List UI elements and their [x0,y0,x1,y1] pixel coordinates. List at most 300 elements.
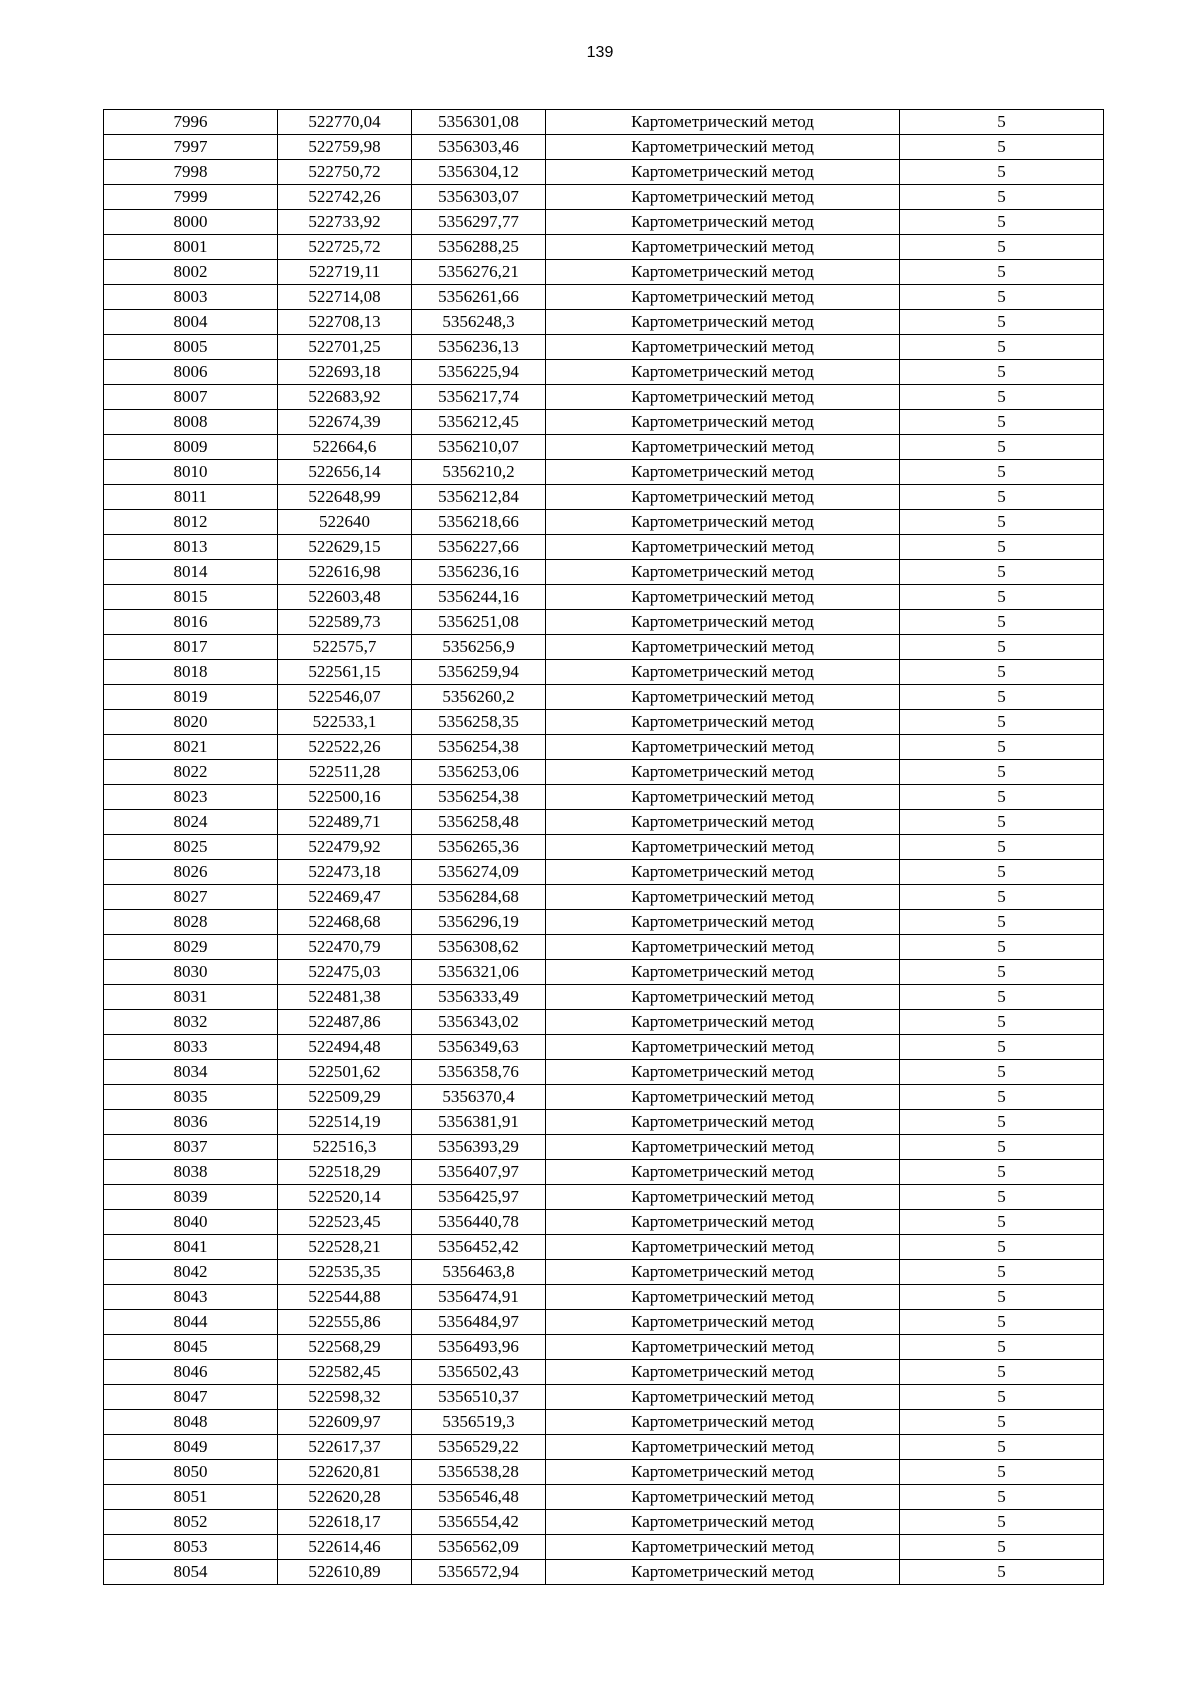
point-number-cell: 8021 [104,735,278,760]
method-cell: Картометрический метод [546,1260,900,1285]
y-coordinate-cell: 5356227,66 [412,535,546,560]
x-coordinate-cell: 522514,19 [278,1110,412,1135]
accuracy-cell: 5 [900,960,1104,985]
method-cell: Картометрический метод [546,435,900,460]
method-cell: Картометрический метод [546,1110,900,1135]
point-number-cell: 8034 [104,1060,278,1085]
accuracy-cell: 5 [900,935,1104,960]
x-coordinate-cell: 522620,81 [278,1460,412,1485]
y-coordinate-cell: 5356212,45 [412,410,546,435]
y-coordinate-cell: 5356381,91 [412,1110,546,1135]
accuracy-cell: 5 [900,885,1104,910]
point-number-cell: 8013 [104,535,278,560]
table-row [104,1410,1104,1435]
accuracy-cell: 5 [900,1235,1104,1260]
y-coordinate-cell: 5356301,08 [412,110,546,135]
accuracy-cell: 5 [900,1335,1104,1360]
y-coordinate-cell: 5356463,8 [412,1260,546,1285]
x-coordinate-cell: 522470,79 [278,935,412,960]
point-number-cell: 8040 [104,1210,278,1235]
method-cell: Картометрический метод [546,1235,900,1260]
x-coordinate-cell: 522522,26 [278,735,412,760]
x-coordinate-cell: 522469,47 [278,885,412,910]
x-coordinate-cell: 522479,92 [278,835,412,860]
accuracy-cell: 5 [900,1210,1104,1235]
accuracy-cell: 5 [900,1435,1104,1460]
x-coordinate-cell: 522535,35 [278,1260,412,1285]
y-coordinate-cell: 5356308,62 [412,935,546,960]
point-number-cell: 8006 [104,360,278,385]
y-coordinate-cell: 5356484,97 [412,1310,546,1335]
y-coordinate-cell: 5356261,66 [412,285,546,310]
method-cell: Картометрический метод [546,235,900,260]
x-coordinate-cell: 522511,28 [278,760,412,785]
method-cell: Картометрический метод [546,985,900,1010]
table-row [104,1435,1104,1460]
x-coordinate-cell: 522598,32 [278,1385,412,1410]
method-cell: Картометрический метод [546,1285,900,1310]
method-cell: Картометрический метод [546,635,900,660]
table-row [104,1360,1104,1385]
method-cell: Картометрический метод [546,1410,900,1435]
method-cell: Картометрический метод [546,885,900,910]
accuracy-cell: 5 [900,1260,1104,1285]
table-row [104,1010,1104,1035]
table-row [104,610,1104,635]
table-row [104,1260,1104,1285]
accuracy-cell: 5 [900,1110,1104,1135]
point-number-cell: 8001 [104,235,278,260]
accuracy-cell: 5 [900,235,1104,260]
point-number-cell: 8018 [104,660,278,685]
point-number-cell: 8039 [104,1185,278,1210]
point-number-cell: 7998 [104,160,278,185]
accuracy-cell: 5 [900,210,1104,235]
table-row [104,1460,1104,1485]
accuracy-cell: 5 [900,810,1104,835]
accuracy-cell: 5 [900,1460,1104,1485]
table-row [104,1185,1104,1210]
y-coordinate-cell: 5356358,76 [412,1060,546,1085]
x-coordinate-cell: 522609,97 [278,1410,412,1435]
x-coordinate-cell: 522494,48 [278,1035,412,1060]
accuracy-cell: 5 [900,910,1104,935]
table-row [104,710,1104,735]
x-coordinate-cell: 522589,73 [278,610,412,635]
method-cell: Картометрический метод [546,1485,900,1510]
y-coordinate-cell: 5356258,35 [412,710,546,735]
table-row [104,160,1104,185]
x-coordinate-cell: 522708,13 [278,310,412,335]
accuracy-cell: 5 [900,185,1104,210]
point-number-cell: 8025 [104,835,278,860]
point-number-cell: 8042 [104,1260,278,1285]
x-coordinate-cell: 522518,29 [278,1160,412,1185]
point-number-cell: 8038 [104,1160,278,1185]
method-cell: Картометрический метод [546,285,900,310]
x-coordinate-cell: 522544,88 [278,1285,412,1310]
method-cell: Картометрический метод [546,210,900,235]
x-coordinate-cell: 522509,29 [278,1085,412,1110]
method-cell: Картометрический метод [546,910,900,935]
table-row [104,1510,1104,1535]
point-number-cell: 8030 [104,960,278,985]
accuracy-cell: 5 [900,360,1104,385]
method-cell: Картометрический метод [546,1360,900,1385]
point-number-cell: 8036 [104,1110,278,1135]
method-cell: Картометрический метод [546,1510,900,1535]
y-coordinate-cell: 5356251,08 [412,610,546,635]
x-coordinate-cell: 522719,11 [278,260,412,285]
method-cell: Картометрический метод [546,735,900,760]
table-row [104,910,1104,935]
accuracy-cell: 5 [900,1360,1104,1385]
accuracy-cell: 5 [900,160,1104,185]
x-coordinate-cell: 522770,04 [278,110,412,135]
y-coordinate-cell: 5356572,94 [412,1560,546,1585]
x-coordinate-cell: 522714,08 [278,285,412,310]
accuracy-cell: 5 [900,1135,1104,1160]
x-coordinate-cell: 522555,86 [278,1310,412,1335]
method-cell: Картометрический метод [546,585,900,610]
method-cell: Картометрический метод [546,135,900,160]
method-cell: Картометрический метод [546,310,900,335]
point-number-cell: 8029 [104,935,278,960]
x-coordinate-cell: 522616,98 [278,560,412,585]
table-row [104,235,1104,260]
table-row [104,460,1104,485]
x-coordinate-cell: 522656,14 [278,460,412,485]
accuracy-cell: 5 [900,435,1104,460]
point-number-cell: 8041 [104,1235,278,1260]
y-coordinate-cell: 5356519,3 [412,1410,546,1435]
accuracy-cell: 5 [900,635,1104,660]
x-coordinate-cell: 522674,39 [278,410,412,435]
method-cell: Картометрический метод [546,1210,900,1235]
x-coordinate-cell: 522610,89 [278,1560,412,1585]
accuracy-cell: 5 [900,485,1104,510]
point-number-cell: 8009 [104,435,278,460]
point-number-cell: 8000 [104,210,278,235]
y-coordinate-cell: 5356254,38 [412,785,546,810]
accuracy-cell: 5 [900,785,1104,810]
x-coordinate-cell: 522693,18 [278,360,412,385]
accuracy-cell: 5 [900,1010,1104,1035]
table-row [104,1560,1104,1585]
y-coordinate-cell: 5356288,25 [412,235,546,260]
method-cell: Картометрический метод [546,610,900,635]
x-coordinate-cell: 522568,29 [278,1335,412,1360]
method-cell: Картометрический метод [546,1385,900,1410]
table-row [104,310,1104,335]
point-number-cell: 7996 [104,110,278,135]
x-coordinate-cell: 522582,45 [278,1360,412,1385]
x-coordinate-cell: 522603,48 [278,585,412,610]
accuracy-cell: 5 [900,135,1104,160]
point-number-cell: 8023 [104,785,278,810]
x-coordinate-cell: 522468,68 [278,910,412,935]
point-number-cell: 8015 [104,585,278,610]
x-coordinate-cell: 522759,98 [278,135,412,160]
accuracy-cell: 5 [900,1035,1104,1060]
method-cell: Картометрический метод [546,1535,900,1560]
method-cell: Картометрический метод [546,810,900,835]
method-cell: Картометрический метод [546,1560,900,1585]
table-row [104,860,1104,885]
table-row [104,1310,1104,1335]
method-cell: Картометрический метод [546,1185,900,1210]
method-cell: Картометрический метод [546,935,900,960]
y-coordinate-cell: 5356217,74 [412,385,546,410]
point-number-cell: 8012 [104,510,278,535]
accuracy-cell: 5 [900,260,1104,285]
table-row [104,1235,1104,1260]
method-cell: Картометрический метод [546,1160,900,1185]
table-row [104,210,1104,235]
y-coordinate-cell: 5356210,2 [412,460,546,485]
point-number-cell: 8027 [104,885,278,910]
method-cell: Картометрический метод [546,1060,900,1085]
table-row [104,660,1104,685]
table-row [104,835,1104,860]
page-number: 139 [586,44,614,61]
table-row [104,585,1104,610]
x-coordinate-cell: 522750,72 [278,160,412,185]
table-row [104,535,1104,560]
table-row [104,260,1104,285]
y-coordinate-cell: 5356493,96 [412,1335,546,1360]
y-coordinate-cell: 5356236,13 [412,335,546,360]
y-coordinate-cell: 5356236,16 [412,560,546,585]
table-row [104,885,1104,910]
method-cell: Картометрический метод [546,860,900,885]
method-cell: Картометрический метод [546,1335,900,1360]
point-number-cell: 8048 [104,1410,278,1435]
method-cell: Картометрический метод [546,110,900,135]
method-cell: Картометрический метод [546,660,900,685]
method-cell: Картометрический метод [546,1035,900,1060]
y-coordinate-cell: 5356440,78 [412,1210,546,1235]
accuracy-cell: 5 [900,560,1104,585]
x-coordinate-cell: 522640 [278,510,412,535]
accuracy-cell: 5 [900,110,1104,135]
table-row [104,1160,1104,1185]
x-coordinate-cell: 522629,15 [278,535,412,560]
y-coordinate-cell: 5356303,46 [412,135,546,160]
accuracy-cell: 5 [900,860,1104,885]
accuracy-cell: 5 [900,1185,1104,1210]
accuracy-cell: 5 [900,710,1104,735]
point-number-cell: 8043 [104,1285,278,1310]
point-number-cell: 8035 [104,1085,278,1110]
table-row [104,635,1104,660]
x-coordinate-cell: 522523,45 [278,1210,412,1235]
y-coordinate-cell: 5356303,07 [412,185,546,210]
table-row [104,410,1104,435]
method-cell: Картометрический метод [546,260,900,285]
y-coordinate-cell: 5356258,48 [412,810,546,835]
y-coordinate-cell: 5356256,9 [412,635,546,660]
table-row [104,1485,1104,1510]
x-coordinate-cell: 522520,14 [278,1185,412,1210]
accuracy-cell: 5 [900,660,1104,685]
method-cell: Картометрический метод [546,485,900,510]
point-number-cell: 8049 [104,1435,278,1460]
method-cell: Картометрический метод [546,360,900,385]
accuracy-cell: 5 [900,535,1104,560]
y-coordinate-cell: 5356554,42 [412,1510,546,1535]
y-coordinate-cell: 5356225,94 [412,360,546,385]
accuracy-cell: 5 [900,1560,1104,1585]
method-cell: Картометрический метод [546,510,900,535]
coordinates-table-body [104,110,1104,1585]
table-row [104,685,1104,710]
y-coordinate-cell: 5356321,06 [412,960,546,985]
point-number-cell: 8037 [104,1135,278,1160]
accuracy-cell: 5 [900,335,1104,360]
point-number-cell: 8007 [104,385,278,410]
table-row [104,335,1104,360]
point-number-cell: 8047 [104,1385,278,1410]
point-number-cell: 8008 [104,410,278,435]
y-coordinate-cell: 5356343,02 [412,1010,546,1035]
y-coordinate-cell: 5356276,21 [412,260,546,285]
method-cell: Картометрический метод [546,335,900,360]
method-cell: Картометрический метод [546,835,900,860]
y-coordinate-cell: 5356370,4 [412,1085,546,1110]
y-coordinate-cell: 5356210,07 [412,435,546,460]
point-number-cell: 8011 [104,485,278,510]
y-coordinate-cell: 5356284,68 [412,885,546,910]
point-number-cell: 8005 [104,335,278,360]
method-cell: Картометрический метод [546,1435,900,1460]
point-number-cell: 8016 [104,610,278,635]
table-row [104,1035,1104,1060]
x-coordinate-cell: 522701,25 [278,335,412,360]
x-coordinate-cell: 522500,16 [278,785,412,810]
x-coordinate-cell: 522725,72 [278,235,412,260]
x-coordinate-cell: 522575,7 [278,635,412,660]
point-number-cell: 8051 [104,1485,278,1510]
table-row [104,810,1104,835]
point-number-cell: 8031 [104,985,278,1010]
x-coordinate-cell: 522528,21 [278,1235,412,1260]
point-number-cell: 8046 [104,1360,278,1385]
point-number-cell: 8003 [104,285,278,310]
accuracy-cell: 5 [900,1385,1104,1410]
point-number-cell: 8044 [104,1310,278,1335]
point-number-cell: 8033 [104,1035,278,1060]
y-coordinate-cell: 5356254,38 [412,735,546,760]
accuracy-cell: 5 [900,835,1104,860]
y-coordinate-cell: 5356265,36 [412,835,546,860]
y-coordinate-cell: 5356297,77 [412,210,546,235]
point-number-cell: 7997 [104,135,278,160]
method-cell: Картометрический метод [546,560,900,585]
x-coordinate-cell: 522473,18 [278,860,412,885]
y-coordinate-cell: 5356248,3 [412,310,546,335]
method-cell: Картометрический метод [546,1460,900,1485]
table-row [104,735,1104,760]
table-row [104,1060,1104,1085]
point-number-cell: 8028 [104,910,278,935]
point-number-cell: 8022 [104,760,278,785]
accuracy-cell: 5 [900,310,1104,335]
accuracy-cell: 5 [900,735,1104,760]
x-coordinate-cell: 522475,03 [278,960,412,985]
table-row [104,110,1104,135]
point-number-cell: 8017 [104,635,278,660]
method-cell: Картометрический метод [546,1085,900,1110]
accuracy-cell: 5 [900,1160,1104,1185]
y-coordinate-cell: 5356529,22 [412,1435,546,1460]
accuracy-cell: 5 [900,1410,1104,1435]
y-coordinate-cell: 5356349,63 [412,1035,546,1060]
table-row [104,435,1104,460]
x-coordinate-cell: 522516,3 [278,1135,412,1160]
point-number-cell: 8014 [104,560,278,585]
y-coordinate-cell: 5356393,29 [412,1135,546,1160]
y-coordinate-cell: 5356425,97 [412,1185,546,1210]
table-row [104,185,1104,210]
x-coordinate-cell: 522664,6 [278,435,412,460]
x-coordinate-cell: 522487,86 [278,1010,412,1035]
x-coordinate-cell: 522546,07 [278,685,412,710]
x-coordinate-cell: 522617,37 [278,1435,412,1460]
method-cell: Картометрический метод [546,710,900,735]
point-number-cell: 8020 [104,710,278,735]
point-number-cell: 8010 [104,460,278,485]
point-number-cell: 8050 [104,1460,278,1485]
table-row [104,1535,1104,1560]
point-number-cell: 8045 [104,1335,278,1360]
y-coordinate-cell: 5356244,16 [412,585,546,610]
table-row [104,1085,1104,1110]
point-number-cell: 8019 [104,685,278,710]
point-number-cell: 7999 [104,185,278,210]
table-row [104,760,1104,785]
method-cell: Картометрический метод [546,185,900,210]
point-number-cell: 8002 [104,260,278,285]
method-cell: Картометрический метод [546,960,900,985]
y-coordinate-cell: 5356259,94 [412,660,546,685]
table-row [104,935,1104,960]
accuracy-cell: 5 [900,1510,1104,1535]
y-coordinate-cell: 5356253,06 [412,760,546,785]
accuracy-cell: 5 [900,985,1104,1010]
x-coordinate-cell: 522561,15 [278,660,412,685]
accuracy-cell: 5 [900,1310,1104,1335]
y-coordinate-cell: 5356407,97 [412,1160,546,1185]
y-coordinate-cell: 5356510,37 [412,1385,546,1410]
x-coordinate-cell: 522742,26 [278,185,412,210]
table-row [104,1285,1104,1310]
y-coordinate-cell: 5356452,42 [412,1235,546,1260]
table-row [104,785,1104,810]
accuracy-cell: 5 [900,285,1104,310]
x-coordinate-cell: 522481,38 [278,985,412,1010]
accuracy-cell: 5 [900,760,1104,785]
y-coordinate-cell: 5356502,43 [412,1360,546,1385]
y-coordinate-cell: 5356474,91 [412,1285,546,1310]
x-coordinate-cell: 522501,62 [278,1060,412,1085]
accuracy-cell: 5 [900,1485,1104,1510]
method-cell: Картометрический метод [546,385,900,410]
accuracy-cell: 5 [900,460,1104,485]
x-coordinate-cell: 522733,92 [278,210,412,235]
table-row [104,985,1104,1010]
point-number-cell: 8004 [104,310,278,335]
